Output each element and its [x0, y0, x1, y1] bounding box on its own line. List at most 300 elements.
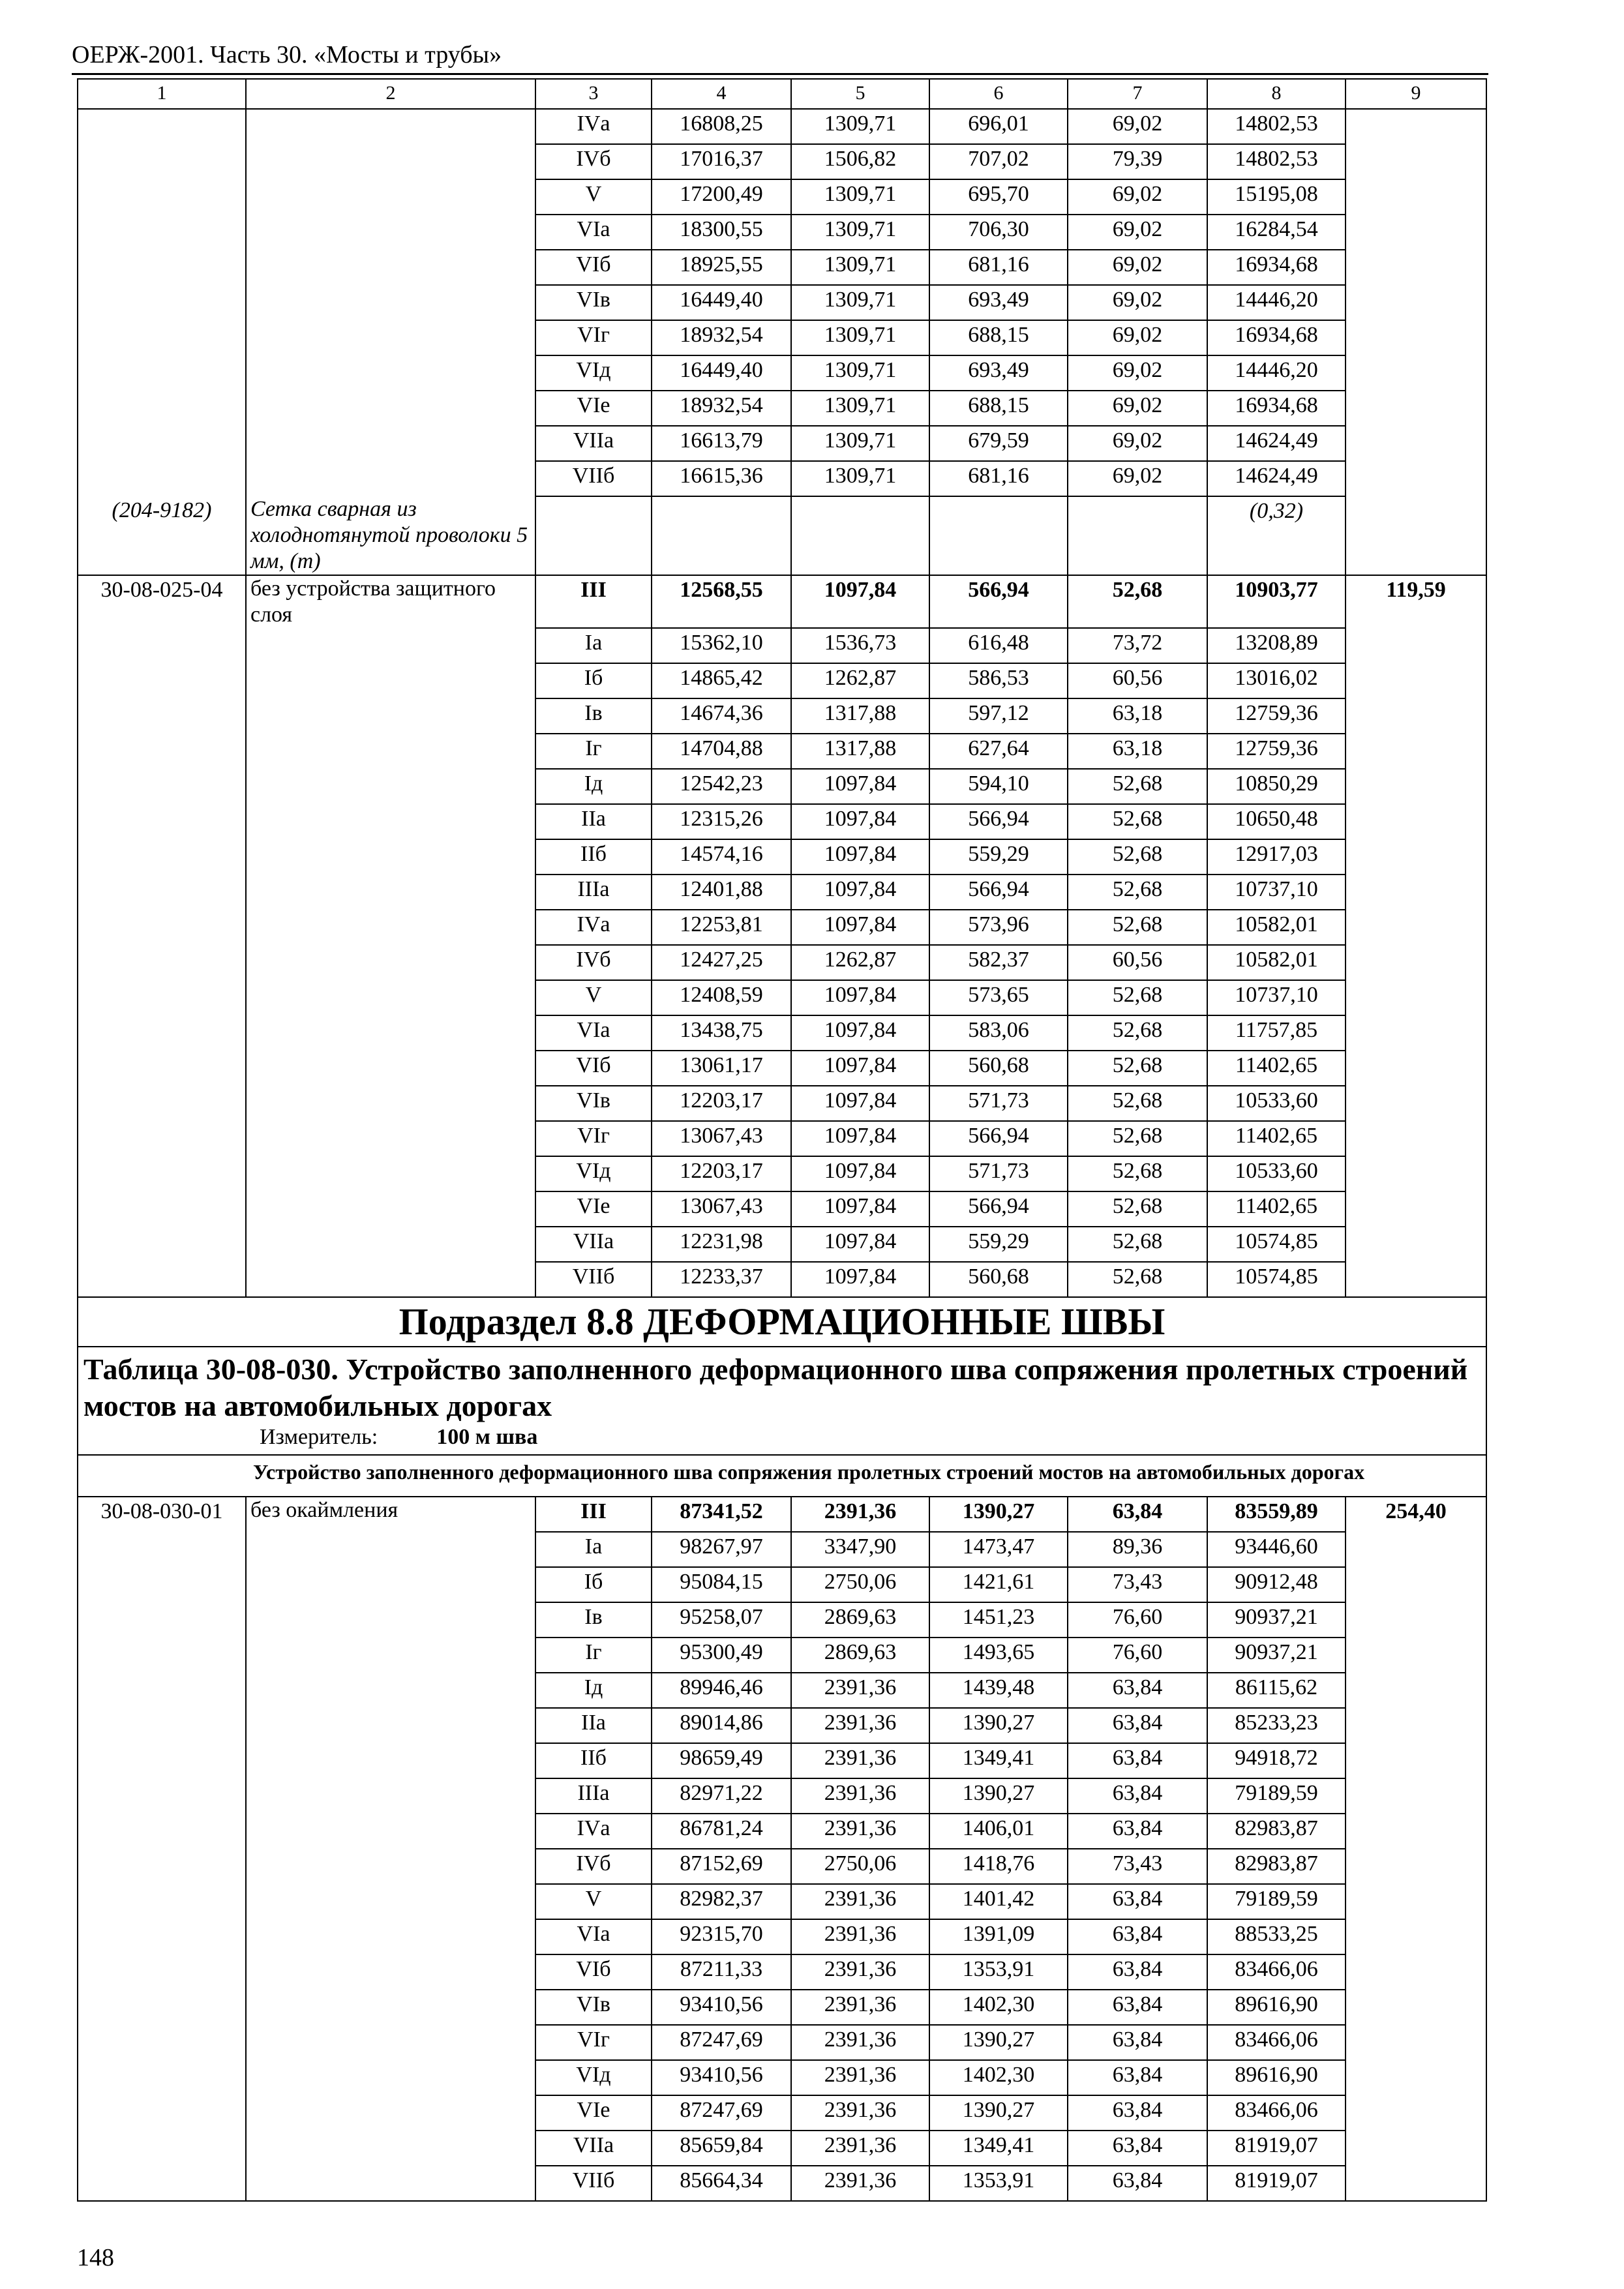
zone-cell: VIIб [535, 1262, 652, 1297]
rate-code-cell [78, 250, 246, 285]
value-cell: 1401,42 [929, 1884, 1068, 1919]
rate-name-cell: без окаймления [246, 1497, 535, 1532]
zone-cell: V [535, 980, 652, 1015]
value-cell: 16284,54 [1207, 215, 1346, 250]
zone-cell: VIг [535, 320, 652, 355]
value-cell: 88533,25 [1207, 1919, 1346, 1954]
zone-cell: Iг [535, 734, 652, 769]
col9-cell [1346, 1015, 1486, 1051]
col9-cell [1346, 910, 1486, 945]
value-cell: 63,18 [1068, 698, 1207, 734]
value-cell: 12542,23 [652, 769, 791, 804]
value-cell: 12759,36 [1207, 698, 1346, 734]
value-cell: 85664,34 [652, 2166, 791, 2201]
running-header: ОЕРЖ-2001. Часть 30. «Мосты и трубы» [72, 41, 502, 68]
col9-cell [1346, 1673, 1486, 1708]
rate-name-cell [246, 179, 535, 215]
rate-code-cell [78, 663, 246, 698]
zone-cell: IVа [535, 109, 652, 144]
value-cell: 12568,55 [652, 575, 791, 628]
value-cell: 10574,85 [1207, 1262, 1346, 1297]
value-cell: 16934,68 [1207, 320, 1346, 355]
table-row [78, 1497, 1486, 1532]
value-cell: 82982,37 [652, 1884, 791, 1919]
rate-name-cell [246, 2095, 535, 2131]
value-cell: 17016,37 [652, 144, 791, 179]
col9-cell [1346, 1954, 1486, 1990]
table-row [78, 734, 1486, 769]
value-cell: 1309,71 [791, 461, 929, 496]
zone-cell: VIе [535, 1191, 652, 1227]
rate-name-cell [246, 1954, 535, 1990]
table-row [78, 2095, 1486, 2131]
value-cell: 63,84 [1068, 2131, 1207, 2166]
value-cell: 2391,36 [791, 2166, 929, 2201]
value-cell: 63,84 [1068, 1814, 1207, 1849]
table-row [78, 426, 1486, 461]
value-cell: 63,84 [1068, 1778, 1207, 1814]
value-cell: 14446,20 [1207, 285, 1346, 320]
column-number-row [78, 79, 1486, 109]
value-cell: 10533,60 [1207, 1086, 1346, 1121]
table-row [78, 1638, 1486, 1673]
value-cell: 14624,49 [1207, 426, 1346, 461]
value-cell: 52,68 [1068, 804, 1207, 839]
value-cell: 82983,87 [1207, 1849, 1346, 1884]
table-row [78, 1191, 1486, 1227]
value-cell: 586,53 [929, 663, 1068, 698]
rate-code-cell [78, 2060, 246, 2095]
value-cell: 1353,91 [929, 2166, 1068, 2201]
value-cell: 63,84 [1068, 2166, 1207, 2201]
value-cell: 52,68 [1068, 1121, 1207, 1156]
value-cell: 69,02 [1068, 426, 1207, 461]
rate-name-cell [246, 698, 535, 734]
value-cell: 693,49 [929, 285, 1068, 320]
rate-name-cell [246, 426, 535, 461]
rate-code-cell [78, 320, 246, 355]
rate-code-cell [78, 1778, 246, 1814]
rate-code-cell [78, 910, 246, 945]
value-cell: 69,02 [1068, 250, 1207, 285]
value-cell: 1317,88 [791, 734, 929, 769]
col9-cell [1346, 215, 1486, 250]
rate-code-cell [78, 179, 246, 215]
col9-cell [1346, 1708, 1486, 1743]
rate-name-cell [246, 1156, 535, 1191]
table-row [78, 875, 1486, 910]
rate-code-cell [78, 1191, 246, 1227]
rate-name-cell [246, 839, 535, 875]
value-cell: 560,68 [929, 1262, 1068, 1297]
value-cell: 11402,65 [1207, 1121, 1346, 1156]
zone-cell: IIа [535, 804, 652, 839]
value-cell: 1097,84 [791, 839, 929, 875]
col9-cell [1346, 250, 1486, 285]
value-cell: 76,60 [1068, 1602, 1207, 1638]
value-cell: 52,68 [1068, 575, 1207, 628]
rate-code-cell [78, 1673, 246, 1708]
table-row [78, 1227, 1486, 1262]
table-title-text: Таблица 30-08-030. Устройство заполненного деформационного шва сопряжения пролетных строений мостов на автомобильных дорогах [83, 1353, 1468, 1422]
zone-cell: VIе [535, 2095, 652, 2131]
value-cell: 89616,90 [1207, 2060, 1346, 2095]
col9-cell: 254,40 [1346, 1497, 1486, 1532]
zone-cell: IIIа [535, 875, 652, 910]
value-cell: 1317,88 [791, 698, 929, 734]
rate-code-cell: 30-08-025-04 [78, 575, 246, 628]
table-row [78, 804, 1486, 839]
column-number: 3 [535, 79, 652, 109]
col9-cell [1346, 355, 1486, 391]
value-cell: 52,68 [1068, 1227, 1207, 1262]
value-cell: 10574,85 [1207, 1227, 1346, 1262]
rate-code-cell [78, 804, 246, 839]
value-cell: 1473,47 [929, 1532, 1068, 1567]
value-cell: 559,29 [929, 1227, 1068, 1262]
zone-cell: III [535, 1497, 652, 1532]
rate-name-cell [246, 1814, 535, 1849]
value-cell: 79189,59 [1207, 1884, 1346, 1919]
table-row [78, 109, 1486, 144]
zone-cell: VIб [535, 250, 652, 285]
value-cell: 566,94 [929, 1121, 1068, 1156]
value-cell: 87247,69 [652, 2025, 791, 2060]
col9-cell [1346, 1567, 1486, 1602]
value-cell: 2391,36 [791, 1743, 929, 1778]
group-description: Устройство заполненного деформационного шва сопряжения пролетных строений мостов на автомобильных дорогах [78, 1455, 1486, 1497]
column-number: 7 [1068, 79, 1207, 109]
table-title-row [78, 1347, 1486, 1455]
col9-cell [1346, 285, 1486, 320]
table-row [78, 698, 1486, 734]
rate-name-cell [246, 769, 535, 804]
value-cell: 13016,02 [1207, 663, 1346, 698]
value-cell: 2391,36 [791, 1814, 929, 1849]
page-number: 148 [77, 2244, 114, 2271]
value-cell: 1097,84 [791, 1121, 929, 1156]
zone-cell: Iа [535, 1532, 652, 1567]
value-cell: 12231,98 [652, 1227, 791, 1262]
col9-cell: 119,59 [1346, 575, 1486, 628]
table-row [78, 2060, 1486, 2095]
value-cell: 14865,42 [652, 663, 791, 698]
rate-code-cell [78, 1532, 246, 1567]
rate-code-cell [78, 1884, 246, 1919]
value-cell: 2391,36 [791, 1954, 929, 1990]
value-cell: 63,84 [1068, 1743, 1207, 1778]
rate-code-cell [78, 144, 246, 179]
col9-cell [1346, 109, 1486, 144]
col9-cell [1346, 628, 1486, 663]
zone-cell: VIд [535, 355, 652, 391]
col9-cell [1346, 179, 1486, 215]
zone-cell: IIб [535, 839, 652, 875]
zone-cell: Iв [535, 1602, 652, 1638]
value-cell: 86781,24 [652, 1814, 791, 1849]
value-cell: 1402,30 [929, 2060, 1068, 2095]
rate-name-cell [246, 1086, 535, 1121]
col9-cell [1346, 1156, 1486, 1191]
table-row [78, 575, 1486, 628]
rate-code-cell [78, 1015, 246, 1051]
rate-code-cell [78, 2025, 246, 2060]
col9-cell [1346, 1814, 1486, 1849]
rate-code-cell [78, 1638, 246, 1673]
column-number: 8 [1207, 79, 1346, 109]
value-cell: 2391,36 [791, 1919, 929, 1954]
value-cell: 1421,61 [929, 1567, 1068, 1602]
value-cell: 11402,65 [1207, 1191, 1346, 1227]
value-cell: 11757,85 [1207, 1015, 1346, 1051]
rate-name-cell [246, 734, 535, 769]
col9-cell [1346, 1990, 1486, 2025]
rate-name-cell [246, 1262, 535, 1297]
value-cell: 12917,03 [1207, 839, 1346, 875]
value-cell: 1493,65 [929, 1638, 1068, 1673]
value-cell: 12427,25 [652, 945, 791, 980]
value-cell: 69,02 [1068, 285, 1207, 320]
rate-name-cell [246, 1673, 535, 1708]
value-cell: 85233,23 [1207, 1708, 1346, 1743]
table-row [78, 910, 1486, 945]
value-cell: 12315,26 [652, 804, 791, 839]
value-cell: 1349,41 [929, 1743, 1068, 1778]
rate-name-cell [246, 2131, 535, 2166]
value-cell: 2869,63 [791, 1602, 929, 1638]
col9-cell [1346, 391, 1486, 426]
table-row [78, 1919, 1486, 1954]
rate-code-cell [78, 1919, 246, 1954]
value-cell: 693,49 [929, 355, 1068, 391]
value-cell: 83466,06 [1207, 2095, 1346, 2131]
value-cell: 17200,49 [652, 179, 791, 215]
zone-cell: IVа [535, 910, 652, 945]
value-cell: 69,02 [1068, 215, 1207, 250]
value-cell: 616,48 [929, 628, 1068, 663]
value-cell: 93410,56 [652, 1990, 791, 2025]
value-cell: 18300,55 [652, 215, 791, 250]
value-cell: 14446,20 [1207, 355, 1346, 391]
rate-code-cell [78, 1121, 246, 1156]
rate-code-cell [78, 1602, 246, 1638]
col9-cell [1346, 1051, 1486, 1086]
value-cell: 16934,68 [1207, 391, 1346, 426]
zone-cell: VIв [535, 1086, 652, 1121]
rate-name-cell [246, 804, 535, 839]
value-cell: 10850,29 [1207, 769, 1346, 804]
table-row [78, 2166, 1486, 2201]
rate-name-cell [246, 320, 535, 355]
value-cell: 12203,17 [652, 1156, 791, 1191]
value-cell: 89616,90 [1207, 1990, 1346, 2025]
rate-name-cell [246, 1884, 535, 1919]
value-cell: 69,02 [1068, 355, 1207, 391]
value-cell: 597,12 [929, 698, 1068, 734]
value-cell: 11402,65 [1207, 1051, 1346, 1086]
zone-cell: Iб [535, 663, 652, 698]
value-cell: 1262,87 [791, 663, 929, 698]
value-cell: 89946,46 [652, 1673, 791, 1708]
value-cell: 571,73 [929, 1086, 1068, 1121]
value-cell: 679,59 [929, 426, 1068, 461]
table-row [78, 1849, 1486, 1884]
value-cell: 63,84 [1068, 1954, 1207, 1990]
value-cell: 1097,84 [791, 910, 929, 945]
rate-name-cell [246, 1602, 535, 1638]
table-row [78, 1708, 1486, 1743]
value-cell: 13067,43 [652, 1191, 791, 1227]
col9-cell [1346, 804, 1486, 839]
rate-code-cell [78, 1086, 246, 1121]
value-cell: 52,68 [1068, 1086, 1207, 1121]
value-cell: 87247,69 [652, 2095, 791, 2131]
zone-cell: IIа [535, 1708, 652, 1743]
rate-name-cell [246, 250, 535, 285]
value-cell: 92315,70 [652, 1919, 791, 1954]
col9-cell [1346, 144, 1486, 179]
value-cell: 83466,06 [1207, 2025, 1346, 2060]
value-cell: 63,84 [1068, 1884, 1207, 1919]
zone-cell: VIа [535, 1919, 652, 1954]
zone-cell: IVб [535, 945, 652, 980]
value-cell: 63,84 [1068, 2060, 1207, 2095]
value-cell: 2750,06 [791, 1849, 929, 1884]
value-cell: 573,96 [929, 910, 1068, 945]
value-cell: 1439,48 [929, 1673, 1068, 1708]
rate-name-cell [246, 109, 535, 144]
value-cell: 63,84 [1068, 1919, 1207, 1954]
value-cell: 1353,91 [929, 1954, 1068, 1990]
table-row [78, 769, 1486, 804]
value-cell: 12408,59 [652, 980, 791, 1015]
table-row [78, 179, 1486, 215]
zone-cell: Iв [535, 698, 652, 734]
table-row [78, 144, 1486, 179]
zone-cell: VIIб [535, 461, 652, 496]
rate-code-cell [78, 215, 246, 250]
value-cell: 63,84 [1068, 2025, 1207, 2060]
rate-name-cell [246, 910, 535, 945]
col9-cell [1346, 663, 1486, 698]
rate-code-cell [78, 2131, 246, 2166]
table-title [78, 1347, 1486, 1455]
rate-name-cell [246, 663, 535, 698]
measure-line [83, 1424, 1481, 1450]
rate-name-cell [246, 1532, 535, 1567]
rate-code-cell [78, 426, 246, 461]
value-cell: 73,43 [1068, 1849, 1207, 1884]
value-cell: 89014,86 [652, 1708, 791, 1743]
col9-cell [1346, 839, 1486, 875]
table-row [78, 461, 1486, 496]
table-row [78, 1121, 1486, 1156]
table-row [78, 1156, 1486, 1191]
value-cell: 12203,17 [652, 1086, 791, 1121]
value-cell: 1097,84 [791, 1227, 929, 1262]
value-cell: 94918,72 [1207, 1743, 1346, 1778]
value-cell: 707,02 [929, 144, 1068, 179]
value-cell: 52,68 [1068, 980, 1207, 1015]
value-cell: 52,68 [1068, 1191, 1207, 1227]
value-cell: 52,68 [1068, 839, 1207, 875]
value-cell: 681,16 [929, 250, 1068, 285]
zone-cell: VIг [535, 2025, 652, 2060]
value-cell: 69,02 [1068, 109, 1207, 144]
zone-cell: VIв [535, 1990, 652, 2025]
zone-cell: VIIа [535, 2131, 652, 2166]
col9-cell [1346, 1778, 1486, 1814]
rate-code-cell [78, 1051, 246, 1086]
empty-cell [929, 496, 1068, 575]
table-row [78, 2131, 1486, 2166]
empty-cell [535, 496, 652, 575]
value-cell: 18932,54 [652, 391, 791, 426]
table-row [78, 1954, 1486, 1990]
value-cell: 2750,06 [791, 1567, 929, 1602]
zone-cell: VIе [535, 391, 652, 426]
value-cell: 14802,53 [1207, 109, 1346, 144]
value-cell: 89,36 [1068, 1532, 1207, 1567]
col9-cell [1346, 1086, 1486, 1121]
value-cell: 18925,55 [652, 250, 791, 285]
value-cell: 1097,84 [791, 980, 929, 1015]
value-cell: 1309,71 [791, 179, 929, 215]
value-cell: 14802,53 [1207, 144, 1346, 179]
col9-cell [1346, 320, 1486, 355]
value-cell: 566,94 [929, 875, 1068, 910]
rate-code-cell [78, 391, 246, 426]
col9-cell [1346, 2095, 1486, 2131]
rate-name-cell [246, 875, 535, 910]
value-cell: 52,68 [1068, 1015, 1207, 1051]
value-cell: 1402,30 [929, 1990, 1068, 2025]
table-row [78, 1602, 1486, 1638]
value-cell: 10737,10 [1207, 875, 1346, 910]
zone-cell: Iг [535, 1638, 652, 1673]
col9-cell [1346, 698, 1486, 734]
value-cell: 2391,36 [791, 1884, 929, 1919]
zone-cell: VIд [535, 1156, 652, 1191]
rate-code-cell [78, 2095, 246, 2131]
table-row [78, 839, 1486, 875]
zone-cell: IVа [535, 1814, 652, 1849]
rate-name-cell [246, 1015, 535, 1051]
value-cell: 69,02 [1068, 391, 1207, 426]
rate-name-cell [246, 355, 535, 391]
value-cell: 81919,07 [1207, 2131, 1346, 2166]
header-rule [72, 73, 1488, 75]
value-cell: 10650,48 [1207, 804, 1346, 839]
col9-cell [1346, 1532, 1486, 1567]
zone-cell: IVб [535, 144, 652, 179]
rate-code-cell [78, 109, 246, 144]
rate-name-cell [246, 1708, 535, 1743]
value-cell: 1390,27 [929, 1708, 1068, 1743]
material-code: (204-9182) [78, 496, 246, 575]
value-cell: 16808,25 [652, 109, 791, 144]
zone-cell: IIб [535, 1743, 652, 1778]
rate-code-cell [78, 285, 246, 320]
value-cell: 1390,27 [929, 1497, 1068, 1532]
group-description-row [78, 1455, 1486, 1497]
zone-cell: Iд [535, 1673, 652, 1708]
col9-cell [1346, 1602, 1486, 1638]
rate-code-cell [78, 1990, 246, 2025]
column-number: 4 [652, 79, 791, 109]
value-cell: 12253,81 [652, 910, 791, 945]
rate-code-cell [78, 1567, 246, 1602]
